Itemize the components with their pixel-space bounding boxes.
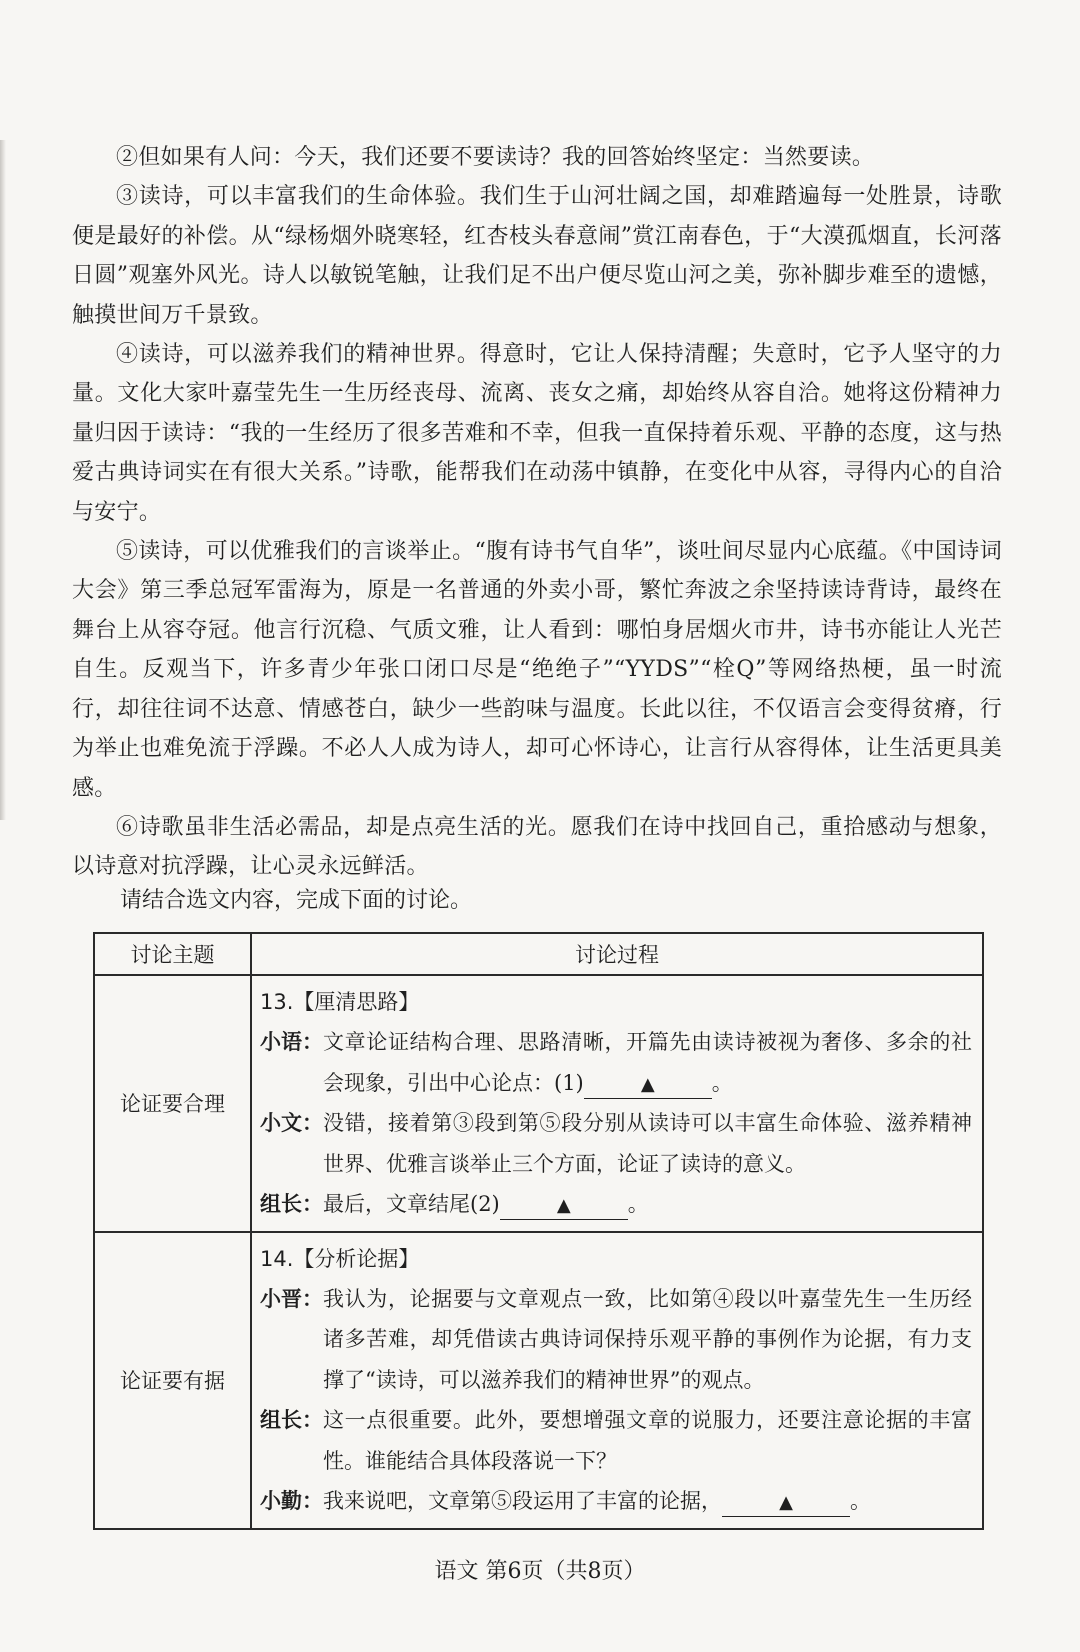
answer-blank-13-2[interactable] — [500, 1193, 628, 1220]
table-header-row — [94, 933, 983, 975]
dialogue-line — [260, 1103, 972, 1184]
answer-blank-14[interactable] — [722, 1490, 850, 1517]
topic-cell: 论证要合理 — [94, 975, 251, 1232]
dialogue-line — [260, 1279, 972, 1401]
speech-text: 这一点很重要。此外，要想增强文章的说服力，还要注意论据的丰富性。谁能结合具体段落说一下？ — [323, 1408, 972, 1473]
paragraph-5: ⑤读诗，可以优雅我们的言谈举止。“腹有诗书气自华”，谈吐间尽显内心底蕴。《中国诗词大会》第三季总冠军雷海为，原是一名普通的外卖小哥，繁忙奔波之余坚持读诗背诗，最终在舞台上从容夺冠。他言行沉稳、气质文雅，让人看到：哪怕身居烟火市井，诗书亦能让人光芒自生。反观当下，许多青少年张口闭口尽是“绝绝子”“YYDS”“栓Q”等网络热梗，虽一时流行，却往往词不达意、情感苍白，缺少一些韵味与温度。长此以往，不仅语言会变得贫瘠，行为举止也难免流于浮躁。不必人人成为诗人，却可心怀诗心，让言行从容得体，让生活更具美感。 — [72, 539, 1002, 801]
process-cell — [251, 1232, 983, 1529]
blank-marker: ▲ — [556, 1195, 571, 1216]
instruction-text: 请结合选文内容，完成下面的讨论。 — [120, 888, 473, 913]
reading-passage — [72, 138, 1002, 887]
paragraph-6: ⑥诗歌虽非生活必需品，却是点亮生活的光。愿我们在诗中找回自己，重拾感动与想象，以诗意对抗浮躁，让心灵永远鲜活。 — [72, 814, 1002, 880]
speech-end: 。 — [711, 1070, 733, 1095]
answer-blank-13-1[interactable] — [584, 1072, 712, 1099]
speech-text: 我认为，论据要与文章观点一致，比如第④段以叶嘉莹先生一生历经诸多苦难，却凭借读古典诗词保持乐观平静的事例作为论据，有力支撑了“读诗，可以滋养我们的精神世界”的观点。 — [323, 1286, 972, 1392]
dialogue-line — [260, 1022, 972, 1103]
speaker-label: 组长： — [260, 1192, 323, 1216]
speaker-label: 小文： — [260, 1111, 323, 1135]
page-edge-shadow — [0, 140, 6, 820]
question-13-title: 13.【厘清思路】 — [260, 990, 420, 1014]
speech-text: 没错，接着第③段到第⑤段分别从读诗可以丰富生命体验、滋养精神世界、优雅言谈举止三个方面，论证了读诗的意义。 — [323, 1111, 972, 1176]
speech-text — [323, 1481, 972, 1522]
dialogue-line — [260, 1184, 972, 1225]
page-footer: 语文 第6页（共8页） — [434, 1559, 646, 1584]
speech-text — [323, 1184, 972, 1225]
blank-marker: ▲ — [779, 1492, 793, 1513]
paragraph-4: ④读诗，可以滋养我们的精神世界。得意时，它让人保持清醒；失意时，它予人坚守的力量。文化大家叶嘉莹先生一生历经丧母、流离、丧女之痛，却始终从容自洽。她将这份精神力量归因于读诗：“我的一生经历了很多苦难和不幸，但我一直保持着乐观、平静的态度，这与热爱古典诗词实在有很大关系。”诗歌，能帮我们在动荡中镇静，在变化中从容，寻得内心的自洽与安宁。 — [72, 342, 1002, 525]
dialogue-line — [260, 1481, 972, 1522]
paragraph-2: ②但如果有人问：今天，我们还要不要读诗？我的回答始终坚定：当然要读。 — [116, 145, 875, 170]
header-topic: 讨论主题 — [94, 933, 251, 975]
speaker-label: 小语： — [260, 1030, 323, 1054]
table-row — [94, 1232, 983, 1529]
speaker-label: 组长： — [260, 1408, 323, 1432]
speaker-label: 小晋： — [260, 1286, 323, 1311]
paragraph-3: ③读诗，可以丰富我们的生命体验。我们生于山河壮阔之国，却难踏遍每一处胜景，诗歌便是最好的补偿。从“绿杨烟外晓寒轻，红杏枝头春意闹”赏江南春色，于“大漠孤烟直，长河落日圆”观塞外风光。诗人以敏锐笔触，让我们足不出户便尽览山河之美，弥补脚步难至的遗憾，触摸世间万千景致。 — [72, 184, 1002, 328]
header-process: 讨论过程 — [251, 933, 983, 975]
speaker-label: 小勤： — [260, 1489, 323, 1513]
question-14-title: 14.【分析论据】 — [260, 1246, 420, 1271]
topic-cell: 论证要有据 — [94, 1232, 251, 1529]
speech-end: 。 — [627, 1192, 649, 1216]
speech-content: 文章论证结构合理、思路清晰，开篇先由读诗被视为奢侈、多余的社会现象，引出中心论点：(1) — [323, 1030, 972, 1095]
discussion-table — [93, 932, 984, 1530]
table-row — [94, 975, 983, 1232]
dialogue-line — [260, 1400, 972, 1481]
speech-end: 。 — [850, 1489, 871, 1513]
speech-content: 最后，文章结尾(2) — [323, 1192, 500, 1216]
blank-marker: ▲ — [640, 1073, 655, 1095]
speech-content: 我来说吧，文章第⑤段运用了丰富的论据， — [323, 1489, 722, 1513]
speech-text — [323, 1022, 972, 1103]
process-cell — [251, 975, 983, 1232]
